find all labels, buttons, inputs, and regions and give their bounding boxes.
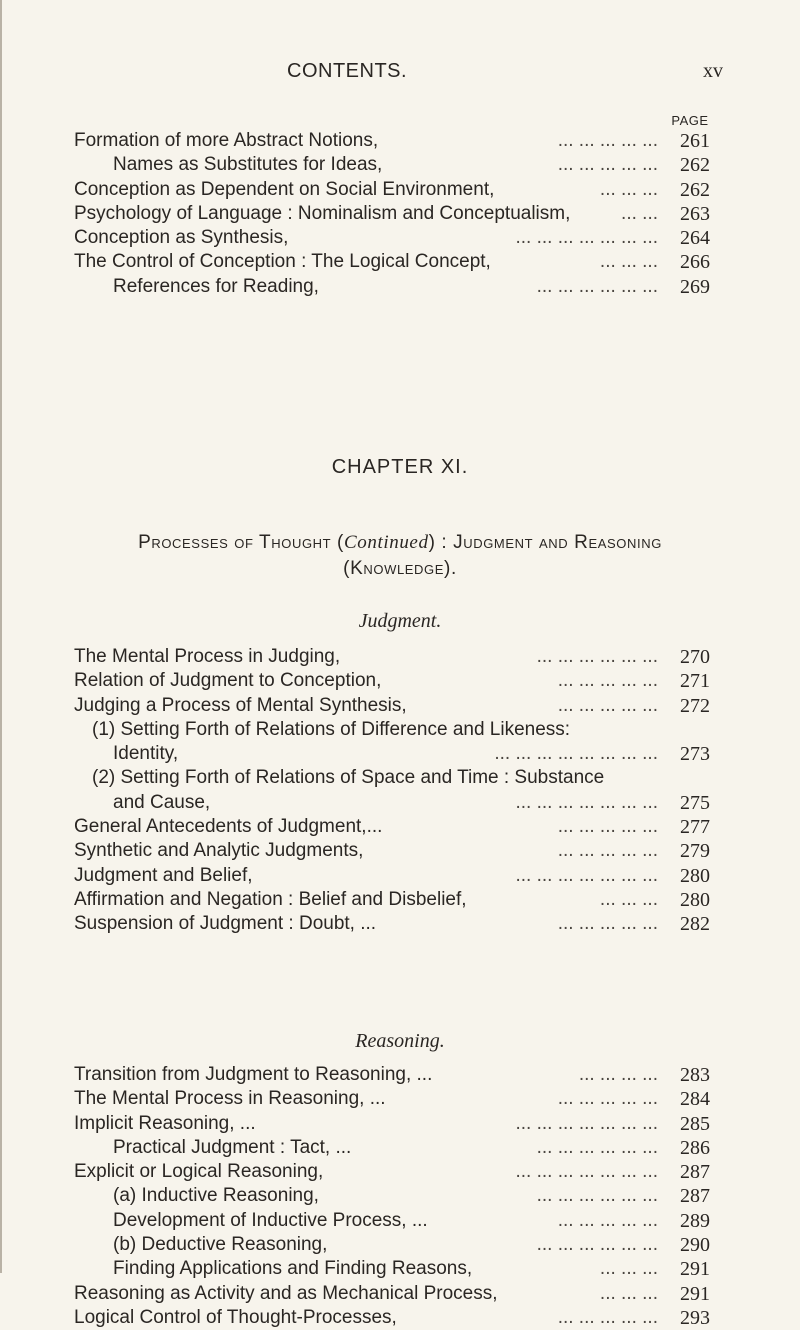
toc-entry xyxy=(0,839,800,863)
toc-entry xyxy=(0,791,800,815)
toc-entry xyxy=(0,815,800,839)
toc-entry-page-number: 261 xyxy=(680,130,710,152)
toc-entry-title: (1) Setting Forth of Relations of Difference and Likeness: xyxy=(92,718,571,740)
toc-entry xyxy=(0,1257,800,1281)
toc-entry-page-number: 263 xyxy=(680,202,710,225)
toc-entry-title: (2) Setting Forth of Relations of Space and Time : Substance xyxy=(92,767,605,789)
running-head-title: CONTENTS. xyxy=(287,60,408,82)
toc-entry-leader: ... ... ... ... ... ... ... ... xyxy=(494,743,658,765)
toc-entry-page-number: 287 xyxy=(680,1185,710,1208)
toc-entry-leader: ... ... ... ... ... xyxy=(557,840,658,862)
toc-entry xyxy=(0,1136,800,1160)
toc-entry-leader: ... ... ... ... ... xyxy=(557,694,658,716)
toc-entry-leader: ... ... ... ... xyxy=(578,1064,658,1085)
toc-entry-leader: ... ... ... ... ... ... xyxy=(536,1185,658,1207)
toc-entry-page-number: 269 xyxy=(680,275,710,298)
toc-entry-title: Reasoning as Activity and as Mechanical Process, xyxy=(74,1282,498,1304)
chapter-number: CHAPTER XI. xyxy=(331,456,469,478)
toc-entry xyxy=(0,766,800,790)
toc-entry xyxy=(0,1233,800,1257)
toc-entry-page-number: 262 xyxy=(680,178,710,201)
toc-entry-title: Practical Judgment : Tact, ... xyxy=(113,1136,352,1158)
toc-entry xyxy=(0,178,800,202)
toc-entry-title: The Mental Process in Reasoning, ... xyxy=(74,1088,386,1110)
toc-entry-page-number: 262 xyxy=(680,154,710,177)
toc-entry xyxy=(0,1063,800,1087)
toc-entry xyxy=(0,718,800,742)
toc-entry-leader: ... ... ... ... ... xyxy=(557,1306,658,1328)
toc-entry-title: Synthetic and Analytic Judgments, xyxy=(74,840,364,862)
chapter-title-line-1 xyxy=(0,530,800,556)
toc-entry xyxy=(0,742,800,766)
toc-entry-title: Relation of Judgment to Conception, xyxy=(74,670,382,692)
toc-entry xyxy=(0,912,800,936)
running-head-page-number: xv xyxy=(703,60,723,82)
toc-entry-title: Development of Inductive Process, ... xyxy=(113,1209,428,1231)
toc-entry-leader: ... ... ... ... ... ... ... xyxy=(515,791,658,813)
toc-entry xyxy=(0,226,800,250)
toc-entry-page-number: 283 xyxy=(680,1064,710,1086)
toc-entry-leader: ... ... ... ... ... xyxy=(557,816,658,838)
toc-entry-leader: ... ... ... ... ... ... ... xyxy=(515,1161,658,1183)
toc-entry-leader: ... ... ... xyxy=(599,178,658,200)
toc-entry-title: Explicit or Logical Reasoning, xyxy=(74,1161,324,1183)
toc-entry-title: The Mental Process in Judging, xyxy=(74,646,341,667)
toc-entry-title: Identity, xyxy=(113,743,179,765)
toc-entry xyxy=(0,1160,800,1184)
toc-entry xyxy=(0,888,800,912)
toc-entry xyxy=(0,694,800,718)
toc-entry-page-number: 282 xyxy=(680,913,710,936)
toc-entry-page-number: 280 xyxy=(680,888,710,911)
toc-entry xyxy=(0,1087,800,1111)
toc-entry-page-number: 289 xyxy=(680,1209,710,1232)
toc-entry-leader: ... ... ... ... ... xyxy=(557,154,658,176)
toc-entry xyxy=(0,129,800,153)
toc-entry-leader: ... ... ... ... ... ... xyxy=(536,646,658,667)
toc-entry-page-number: 266 xyxy=(680,251,710,274)
toc-entry xyxy=(0,1306,800,1330)
toc-entry-leader: ... ... ... xyxy=(599,1282,658,1304)
toc-reasoning-entries xyxy=(0,1063,800,1330)
toc-entry xyxy=(0,669,800,693)
toc-entry-title: References for Reading, xyxy=(113,275,319,297)
toc-entry-leader: ... ... ... ... ... ... ... xyxy=(515,227,658,249)
toc-entry xyxy=(0,153,800,177)
toc-entry-page-number: 277 xyxy=(680,816,710,839)
chapter-title-part-b: ) : Judgment and Reasoning xyxy=(428,532,662,553)
toc-entry-title: Implicit Reasoning, ... xyxy=(74,1112,256,1134)
toc-entry-page-number: 285 xyxy=(680,1112,710,1135)
toc-top-entries xyxy=(0,129,800,299)
toc-entry-leader: ... ... ... ... ... ... xyxy=(536,275,658,297)
chapter-title-line-2: (Knowledge). xyxy=(343,558,457,579)
toc-entry-title: Psychology of Language : Nominalism and Conceptualism, xyxy=(74,202,571,224)
toc-entry-page-number: 284 xyxy=(680,1088,710,1111)
toc-entry-page-number: 272 xyxy=(680,694,710,717)
toc-entry-title: Affirmation and Negation : Belief and Disbelief, xyxy=(74,888,467,910)
toc-entry-title: Names as Substitutes for Ideas, xyxy=(113,154,383,176)
toc-entry-page-number: 275 xyxy=(680,791,710,814)
toc-entry-leader: ... ... ... xyxy=(599,251,658,273)
toc-entry-title: Conception as Dependent on Social Environment, xyxy=(74,178,495,200)
toc-entry-leader: ... ... ... xyxy=(599,1258,658,1280)
toc-entry xyxy=(0,202,800,226)
section-heading-reasoning: Reasoning. xyxy=(355,1030,445,1052)
toc-entry-page-number: 271 xyxy=(680,670,710,693)
toc-entry-title: Formation of more Abstract Notions, xyxy=(74,130,379,151)
toc-entry-page-number: 290 xyxy=(680,1234,710,1257)
toc-entry-leader: ... ... ... ... ... ... ... xyxy=(515,864,658,886)
toc-entry-title: and Cause, xyxy=(113,791,211,813)
toc-entry-page-number: 273 xyxy=(680,743,710,766)
toc-entry-title: (a) Inductive Reasoning, xyxy=(113,1185,319,1207)
toc-entry xyxy=(0,1184,800,1208)
toc-entry-title: General Antecedents of Judgment,... xyxy=(74,816,383,838)
toc-entry-title: Logical Control of Thought-Processes, xyxy=(74,1306,397,1328)
toc-entry-title: Judging a Process of Mental Synthesis, xyxy=(74,694,407,716)
toc-entry-leader: ... ... ... ... ... ... ... xyxy=(515,1112,658,1134)
toc-entry xyxy=(0,1282,800,1306)
toc-entry-page-number: 291 xyxy=(680,1282,710,1305)
toc-entry-leader: ... ... ... ... ... xyxy=(557,1209,658,1231)
toc-entry-leader: ... ... ... xyxy=(599,888,658,910)
toc-entry-page-number: 280 xyxy=(680,864,710,887)
toc-entry-leader: ... ... ... ... ... xyxy=(557,130,658,151)
chapter-title-italic: Continued xyxy=(344,532,429,553)
toc-entry-page-number: 264 xyxy=(680,227,710,250)
toc-entry-title: Finding Applications and Finding Reasons, xyxy=(113,1258,473,1280)
toc-entry-page-number: 279 xyxy=(680,840,710,863)
toc-entry-leader: ... ... ... ... ... xyxy=(557,670,658,692)
toc-entry-title: Suspension of Judgment : Doubt, ... xyxy=(74,913,377,935)
toc-entry-page-number: 291 xyxy=(680,1258,710,1281)
toc-judgment-entries xyxy=(0,645,800,937)
toc-entry-leader: ... ... ... ... ... ... xyxy=(536,1234,658,1256)
toc-entry-title: The Control of Conception : The Logical Concept, xyxy=(74,251,491,273)
toc-entry xyxy=(0,864,800,888)
toc-entry xyxy=(0,645,800,669)
toc-entry-title: Judgment and Belief, xyxy=(74,864,253,886)
toc-entry-page-number: 270 xyxy=(680,646,710,668)
toc-entry-page-number: 293 xyxy=(680,1306,710,1329)
toc-entry-leader: ... ... ... ... ... xyxy=(557,913,658,935)
toc-entry-page-number: 286 xyxy=(680,1136,710,1159)
chapter-title xyxy=(0,530,800,582)
toc-entry xyxy=(0,275,800,299)
toc-entry-title: (b) Deductive Reasoning, xyxy=(113,1234,328,1256)
toc-entry-title: Transition from Judgment to Reasoning, ... xyxy=(74,1064,433,1085)
page-column-label: PAGE xyxy=(671,113,709,128)
section-heading-judgment: Judgment. xyxy=(358,610,442,632)
toc-entry xyxy=(0,250,800,274)
toc-entry xyxy=(0,1209,800,1233)
running-head xyxy=(0,60,800,90)
toc-entry-leader: ... ... xyxy=(621,202,658,224)
toc-entry xyxy=(0,1112,800,1136)
chapter-title-part-a: Processes of Thought ( xyxy=(138,532,344,553)
toc-entry-leader: ... ... ... ... ... ... xyxy=(536,1136,658,1158)
toc-entry-title: Conception as Synthesis, xyxy=(74,227,289,249)
toc-entry-page-number: 287 xyxy=(680,1161,710,1184)
toc-entry-leader: ... ... ... ... ... xyxy=(557,1088,658,1110)
